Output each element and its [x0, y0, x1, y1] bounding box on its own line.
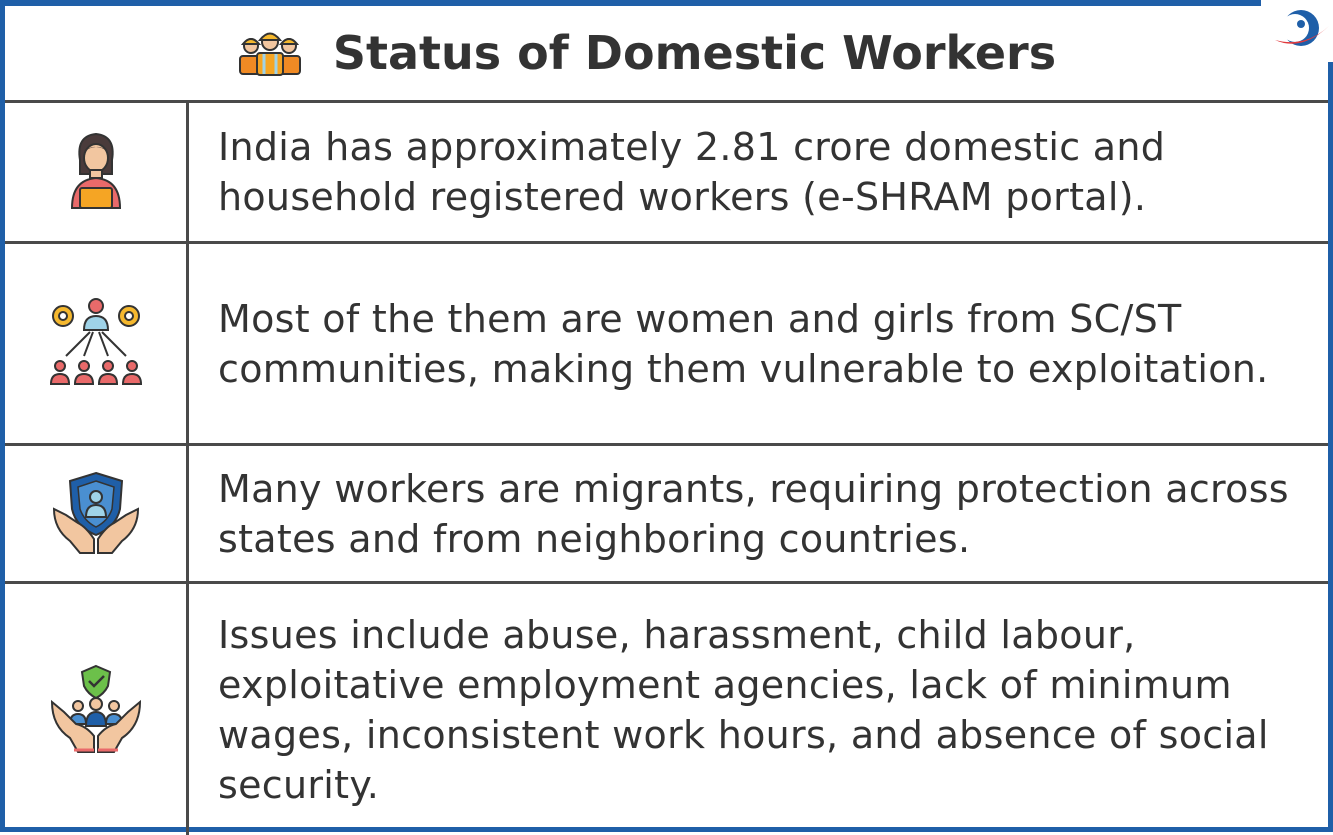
row-icon-cell [5, 584, 189, 835]
table-row [5, 244, 1328, 446]
workers-group-icon [237, 26, 303, 80]
woman-worker-icon [66, 130, 126, 214]
row-text: Issues include abuse, harassment, child labour, exploitative employment agencies, lack of minimum wages, inconsistent work hours, and absence of social security. [218, 612, 1269, 807]
row-text-cell [218, 446, 1318, 581]
row-text: India has approximately 2.81 crore domestic and household registered workers (e-SHRAM portal). [218, 125, 1166, 219]
table-row [5, 446, 1328, 584]
status-table [5, 100, 1328, 827]
table-row [5, 584, 1328, 835]
row-icon-cell [5, 103, 189, 241]
page-title: Status of Domestic Workers [332, 26, 1057, 80]
care-hands-group-icon [48, 662, 144, 758]
header [5, 6, 1328, 100]
shield-hands-icon [50, 469, 142, 559]
row-icon-cell [5, 244, 189, 443]
row-icon-cell [5, 446, 189, 581]
row-text-cell [218, 103, 1318, 241]
row-text-cell [218, 584, 1318, 835]
table-row [5, 103, 1328, 244]
row-text: Most of the them are women and girls from SC/ST communities, making them vulnerable to exploitation. [218, 296, 1269, 391]
distribution-network-icon [46, 296, 146, 392]
brand-logo [1261, 0, 1333, 62]
row-text: Many workers are migrants, requiring protection across states and from neighboring countries. [218, 466, 1289, 561]
row-text-cell [218, 244, 1318, 443]
